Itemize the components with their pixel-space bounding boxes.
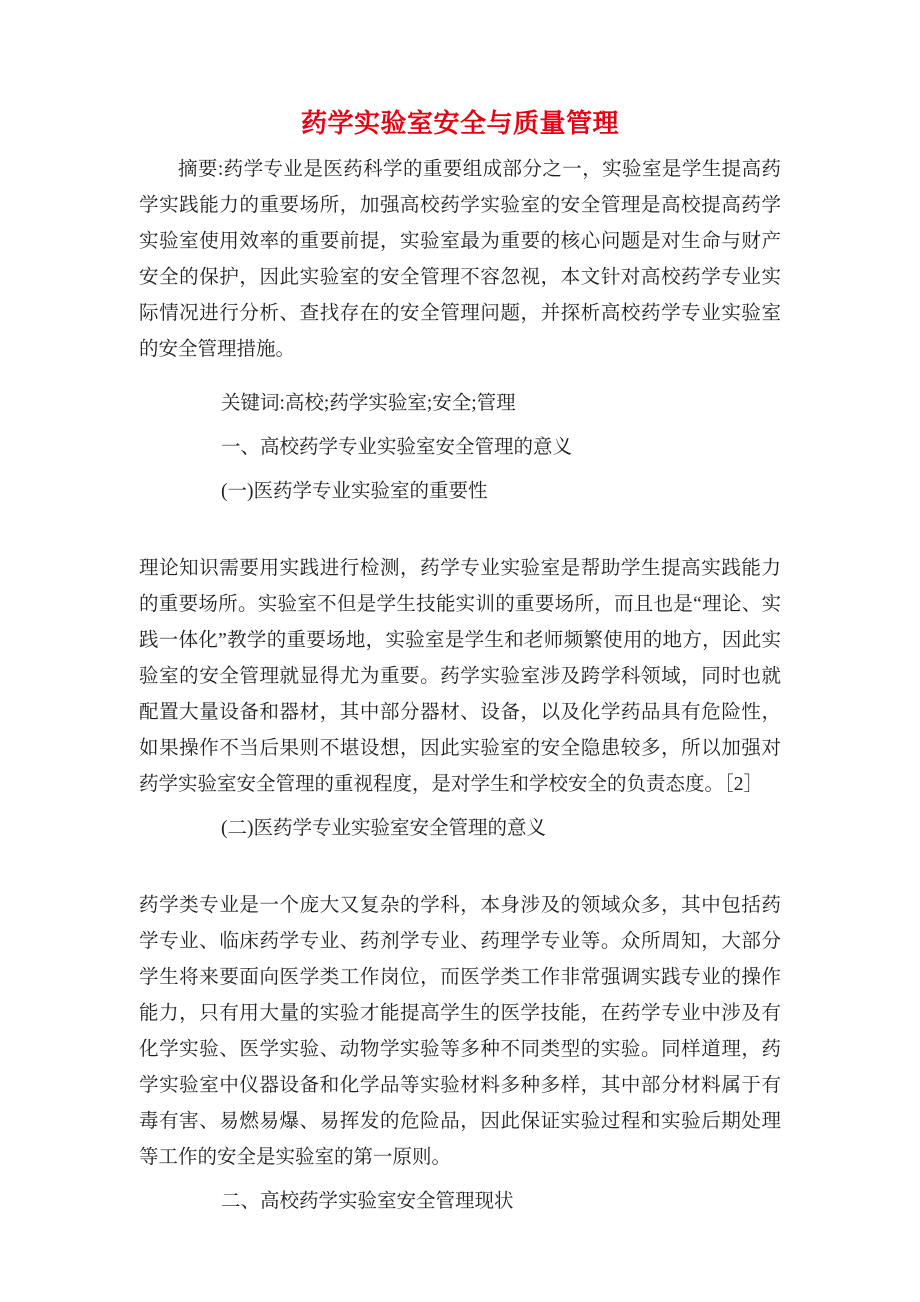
document-page (139, 0, 781, 1220)
abstract-paragraph: 摘要:药学专业是医药科学的重要组成部分之一，实验室是学生提高药学实践能力的重要场所，加强高校药学实验室的安全管理是高校提高药学实验室使用效率的重要前提，实验室最为重要的核心问题是对生命与财产安全的保护，因此实验室的安全管理不容忽视，本文针对高校药学专业实际情况进行分析、查找存在的安全管理问题，并探析高校药学专业实验室的安全管理措施。 (139, 159, 781, 360)
section-heading-1: 一、高校药学专业实验室安全管理的意义 (221, 437, 573, 458)
section-heading-2: 二、高校药学实验室安全管理现状 (221, 1191, 514, 1212)
body-paragraph-2: 药学类专业是一个庞大又复杂的学科，本身涉及的领域众多，其中包括药学专业、临床药学专业、药剂学专业、药理学专业等。众所周知，大部分学生将来要面向医学类工作岗位，而医学类工作非常强调实践专业的操作能力，只有用大量的实验才能提高学生的医学技能，在药学专业中涉及有化学实验、医学实验、动物学实验等多种不同类型的实验。同样道理，药学实验室中仪器设备和化学品等实验材料多种多样，其中部分材料属于有毒有害、易燃易爆、易挥发的危险品，因此保证实验过程和实验后期处理等工作的安全是实验室的第一原则。 (139, 895, 781, 1168)
subsection-heading-1-2: (二)医药学专业实验室安全管理的意义 (221, 818, 546, 839)
subsection-heading-1-1: (一)医药学专业实验室的重要性 (221, 481, 488, 502)
keywords-line: 关键词:高校;药学实验室;安全;管理 (221, 393, 516, 414)
body-paragraph-1: 理论知识需要用实践进行检测，药学专业实验室是帮助学生提高实践能力的重要场所。实验室不但是学生技能实训的重要场所，而且也是“理论、实践一体化”教学的重要场地，实验室是学生和老师频繁使用的地方，因此实验室的安全管理就显得尤为重要。药学实验室涉及跨学科领域，同时也就配置大量设备和器材，其中部分器材、设备，以及化学药品具有危险性，如果操作不当后果则不堪设想，因此实验室的安全隐患较多，所以加强对药学实验室安全管理的重视程度，是对学生和学校安全的负责态度。［2］ (139, 558, 781, 795)
document-title: 药学实验室安全与质量管理 (300, 109, 619, 138)
